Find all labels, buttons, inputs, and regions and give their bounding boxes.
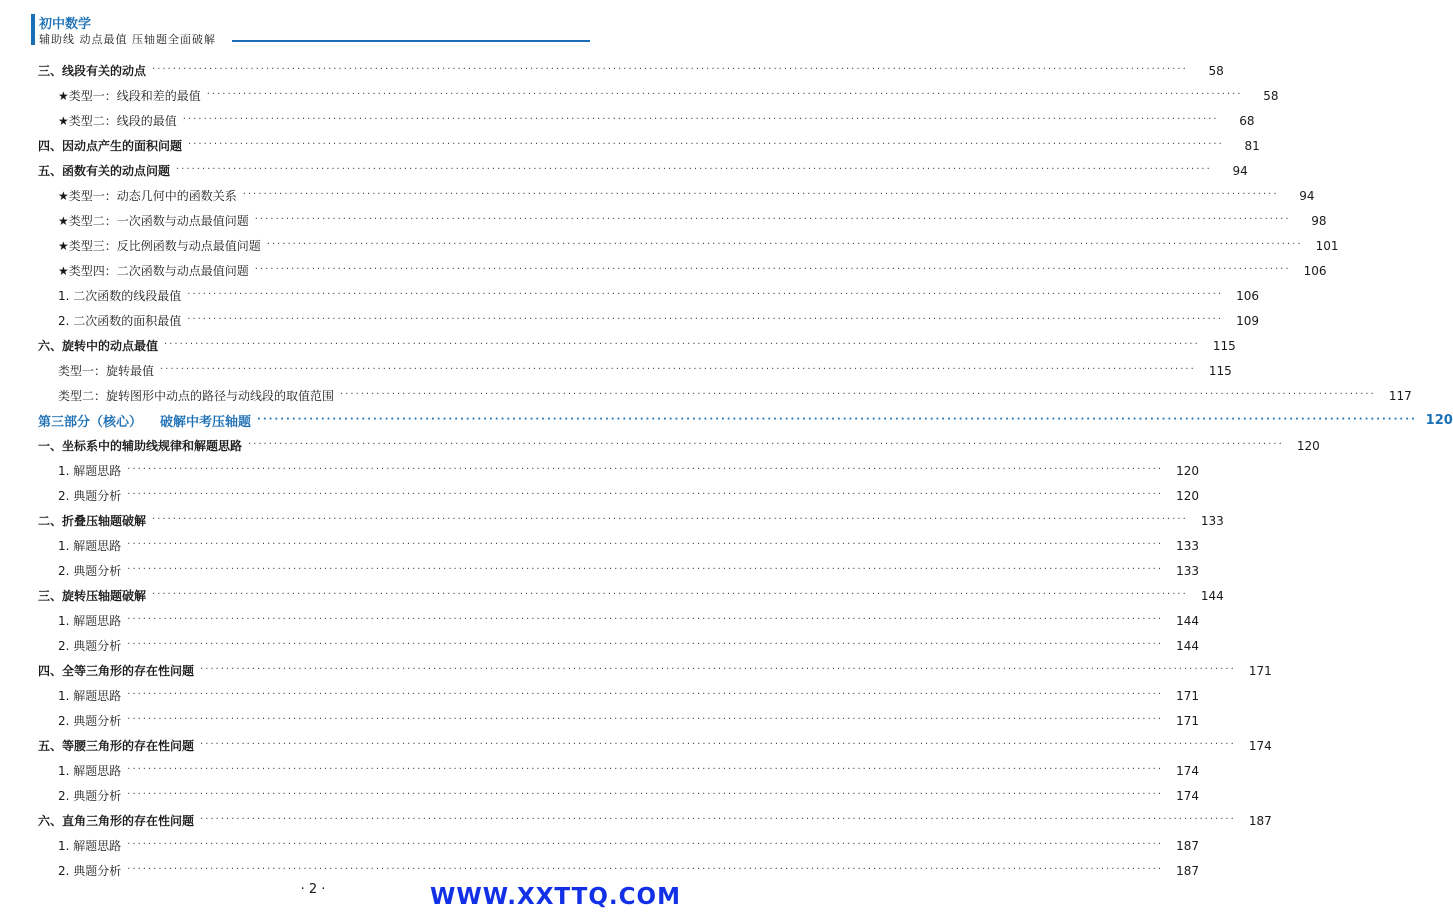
toc-leader-dots: ········································································································································································································ [187, 288, 1224, 300]
toc-label [58, 87, 201, 104]
toc-label-text: 2. 典题分析 [58, 564, 122, 578]
toc-label-text: 1. 解题思路 [58, 464, 122, 478]
toc-entry[interactable] [0, 708, 1200, 733]
toc-page-number: 120 [1425, 413, 1453, 428]
toc-entry[interactable] [0, 258, 1327, 283]
toc-section[interactable] [0, 508, 1224, 533]
toc-label [58, 287, 181, 304]
toc-leader-dots: ········································································································································································································ [127, 713, 1164, 725]
toc-label-text: 五、等腰三角形的存在性问题 [38, 739, 195, 753]
toc-leader-dots: ········································································································································································································ [127, 538, 1164, 550]
toc-leader-dots: ········································································································································································································ [257, 413, 1417, 425]
book-title: 初中数学 [39, 17, 92, 32]
toc-leader-dots: ········································································································································································································ [152, 513, 1188, 525]
toc-part-heading[interactable] [0, 408, 1453, 433]
toc-leader-dots: ········································································································································································································ [200, 813, 1236, 825]
toc-section[interactable] [0, 158, 1248, 183]
toc-label-text: 三、线段有关的动点 [38, 64, 147, 78]
toc-label [58, 387, 334, 404]
toc-leader-dots: ········································································································································································································ [127, 838, 1164, 850]
toc-label [58, 362, 154, 379]
toc-page-number: 106 [1236, 288, 1260, 303]
toc-label-text: 六、直角三角形的存在性问题 [38, 814, 195, 828]
toc-leader-dots: ········································································································································································································ [127, 863, 1164, 875]
table-of-contents [0, 58, 1453, 883]
toc-section[interactable] [0, 133, 1260, 158]
header-accent-bar [31, 14, 35, 45]
toc-label [58, 112, 177, 129]
toc-page-number: 120 [1176, 463, 1200, 478]
toc-leader-dots: ········································································································································································································ [152, 588, 1188, 600]
toc-entry[interactable] [0, 83, 1279, 108]
toc-label-text: 类型一：旋转最值 [58, 364, 155, 378]
toc-entry[interactable] [0, 833, 1200, 858]
toc-label [38, 137, 182, 154]
toc-label-text: 2. 典题分析 [58, 489, 122, 503]
toc-label-text: 1. 解题思路 [58, 839, 122, 853]
toc-label [38, 737, 194, 754]
toc-label [38, 437, 242, 454]
toc-entry[interactable] [0, 283, 1260, 308]
toc-label-text: 三、旋转压轴题破解 [38, 589, 147, 603]
toc-label-text: 2. 典题分析 [58, 639, 122, 653]
toc-label [58, 712, 121, 729]
toc-label-text: ★类型一：动态几何中的函数关系 [58, 189, 237, 203]
toc-label-text: ★类型三：反比例函数与动点最值问题 [58, 239, 261, 253]
toc-leader-dots: ········································································································································································································ [127, 688, 1164, 700]
toc-entry[interactable] [0, 458, 1200, 483]
toc-label-text: 二、折叠压轴题破解 [38, 514, 147, 528]
toc-page-number: 94 [1299, 188, 1315, 203]
toc-section[interactable] [0, 658, 1272, 683]
toc-page-number: 144 [1200, 588, 1224, 603]
toc-label-text: 四、全等三角形的存在性问题 [38, 664, 195, 678]
toc-label-text: ★类型二：一次函数与动点最值问题 [58, 214, 249, 228]
toc-page-number: 144 [1176, 638, 1200, 653]
toc-label-text: 2. 典题分析 [58, 789, 122, 803]
toc-label [38, 62, 146, 79]
toc-label-text: 第三部分（核心） [38, 415, 143, 430]
toc-label [38, 411, 251, 430]
toc-leader-dots: ········································································································································································································ [254, 263, 1291, 275]
toc-leader-dots: ········································································································································································································ [127, 563, 1164, 575]
toc-entry[interactable] [0, 858, 1200, 883]
toc-leader-dots: ········································································································································································································ [206, 88, 1243, 100]
toc-page-number: 106 [1303, 263, 1327, 278]
toc-label-text: 四、因动点产生的面积问题 [38, 139, 183, 153]
toc-label-text: ★类型四：二次函数与动点最值问题 [58, 264, 249, 278]
toc-page-number: 133 [1176, 563, 1200, 578]
toc-section[interactable] [0, 733, 1272, 758]
toc-section[interactable] [0, 58, 1224, 83]
toc-entry[interactable] [0, 308, 1260, 333]
toc-label-text: 五、函数有关的动点问题 [38, 164, 171, 178]
toc-leader-dots: ········································································································································································································ [254, 213, 1291, 225]
toc-entry[interactable] [0, 233, 1339, 258]
toc-label [38, 162, 170, 179]
toc-page-number: 101 [1315, 238, 1339, 253]
toc-entry[interactable] [0, 558, 1200, 583]
toc-page-number: 120 [1176, 488, 1200, 503]
toc-entry[interactable] [0, 783, 1200, 808]
toc-label-text: 2. 典题分析 [58, 714, 122, 728]
toc-label-text: 1. 解题思路 [58, 764, 122, 778]
toc-leader-dots: ········································································································································································································ [242, 188, 1279, 200]
toc-page-number: 174 [1176, 788, 1200, 803]
toc-page-number: 58 [1208, 63, 1224, 78]
toc-page-number: 171 [1176, 688, 1200, 703]
toc-label-text: 1. 解题思路 [58, 614, 122, 628]
toc-label-subtitle: 破解中考压轴题 [160, 415, 252, 430]
toc-page-number: 109 [1236, 313, 1260, 328]
toc-entry[interactable] [0, 633, 1200, 658]
toc-leader-dots: ········································································································································································································ [200, 738, 1236, 750]
toc-label [38, 662, 194, 679]
toc-label [58, 237, 261, 254]
toc-page-number: 187 [1176, 863, 1200, 878]
toc-entry[interactable] [0, 533, 1200, 558]
toc-leader-dots: ········································································································································································································ [188, 138, 1224, 150]
toc-entry[interactable] [0, 483, 1200, 508]
toc-page-number: 98 [1311, 213, 1327, 228]
toc-leader-dots: ········································································································································································································ [200, 663, 1236, 675]
toc-label [38, 512, 146, 529]
toc-label [58, 687, 121, 704]
toc-leader-dots: ········································································································································································································ [127, 788, 1164, 800]
toc-leader-dots: ········································································································································································································ [176, 163, 1212, 175]
toc-label [58, 187, 237, 204]
toc-leader-dots: ········································································································································································································ [266, 238, 1303, 250]
toc-page-number: 68 [1239, 113, 1255, 128]
toc-leader-dots: ········································································································································································································ [248, 438, 1284, 450]
toc-label [38, 337, 158, 354]
toc-label [58, 562, 121, 579]
toc-leader-dots: ········································································································································································································ [164, 338, 1200, 350]
toc-label [58, 262, 249, 279]
toc-entry[interactable] [0, 383, 1412, 408]
book-subtitle: 辅助线 动点最值 压轴题全面破解 [39, 33, 216, 46]
toc-label-text: 2. 二次函数的面积最值 [58, 314, 182, 328]
toc-label [58, 462, 121, 479]
toc-entry[interactable] [0, 358, 1232, 383]
toc-leader-dots: ········································································································································································································ [152, 63, 1188, 75]
toc-section[interactable] [0, 433, 1320, 458]
toc-label [58, 862, 121, 879]
toc-page-number: 58 [1263, 88, 1279, 103]
toc-page-number: 171 [1248, 663, 1272, 678]
toc-leader-dots: ········································································································································································································ [182, 113, 1219, 125]
toc-label [58, 837, 121, 854]
toc-leader-dots: ········································································································································································································ [127, 613, 1164, 625]
toc-page-number: 120 [1296, 438, 1320, 453]
toc-entry[interactable] [0, 683, 1200, 708]
toc-leader-dots: ········································································································································································································ [160, 363, 1196, 375]
toc-page-number: 144 [1176, 613, 1200, 628]
toc-label [38, 812, 194, 829]
toc-leader-dots: ········································································································································································································ [127, 463, 1164, 475]
toc-section[interactable] [0, 583, 1224, 608]
toc-page-number: 174 [1176, 763, 1200, 778]
toc-page-number: 115 [1208, 363, 1232, 378]
toc-leader-dots: ········································································································································································································ [127, 488, 1164, 500]
toc-leader-dots: ········································································································································································································ [187, 313, 1224, 325]
toc-page-number: 171 [1176, 713, 1200, 728]
toc-entry[interactable] [0, 758, 1200, 783]
toc-page-number: 187 [1248, 813, 1272, 828]
toc-label [58, 212, 249, 229]
toc-entry[interactable] [0, 208, 1327, 233]
toc-entry[interactable] [0, 108, 1255, 133]
header-rule [232, 40, 590, 42]
toc-label-text: 一、坐标系中的辅助线规律和解题思路 [38, 439, 243, 453]
toc-page-number: 115 [1212, 338, 1236, 353]
watermark: WWW.XXTTQ.COM [430, 884, 681, 910]
toc-page-number: 133 [1200, 513, 1224, 528]
toc-leader-dots: ········································································································································································································ [127, 638, 1164, 650]
toc-page-number: 81 [1244, 138, 1260, 153]
toc-label-text: 六、旋转中的动点最值 [38, 339, 159, 353]
page-number: · 2 · [300, 882, 326, 897]
toc-label [58, 537, 121, 554]
toc-label [58, 487, 121, 504]
toc-leader-dots: ········································································································································································································ [127, 763, 1164, 775]
toc-section[interactable] [0, 333, 1236, 358]
toc-page-number: 94 [1232, 163, 1248, 178]
toc-label-text: 1. 二次函数的线段最值 [58, 289, 182, 303]
toc-label [58, 787, 121, 804]
toc-leader-dots: ········································································································································································································ [340, 388, 1376, 400]
toc-page-number: 133 [1176, 538, 1200, 553]
toc-page-number: 187 [1176, 838, 1200, 853]
toc-label-text: 1. 解题思路 [58, 689, 122, 703]
toc-entry[interactable] [0, 183, 1315, 208]
toc-label-text: 类型二：旋转图形中动点的路径与动线段的取值范围 [58, 389, 335, 403]
toc-label [58, 637, 121, 654]
toc-label-text: 1. 解题思路 [58, 539, 122, 553]
toc-label [38, 587, 146, 604]
toc-page-number: 117 [1388, 388, 1412, 403]
toc-entry[interactable] [0, 608, 1200, 633]
toc-label-text: ★类型二：线段的最值 [58, 114, 177, 128]
toc-label [58, 762, 121, 779]
toc-label [58, 612, 121, 629]
toc-section[interactable] [0, 808, 1272, 833]
toc-page-number: 174 [1248, 738, 1272, 753]
toc-label-text: ★类型一：线段和差的最值 [58, 89, 201, 103]
toc-label-text: 2. 典题分析 [58, 864, 122, 878]
toc-label [58, 312, 181, 329]
